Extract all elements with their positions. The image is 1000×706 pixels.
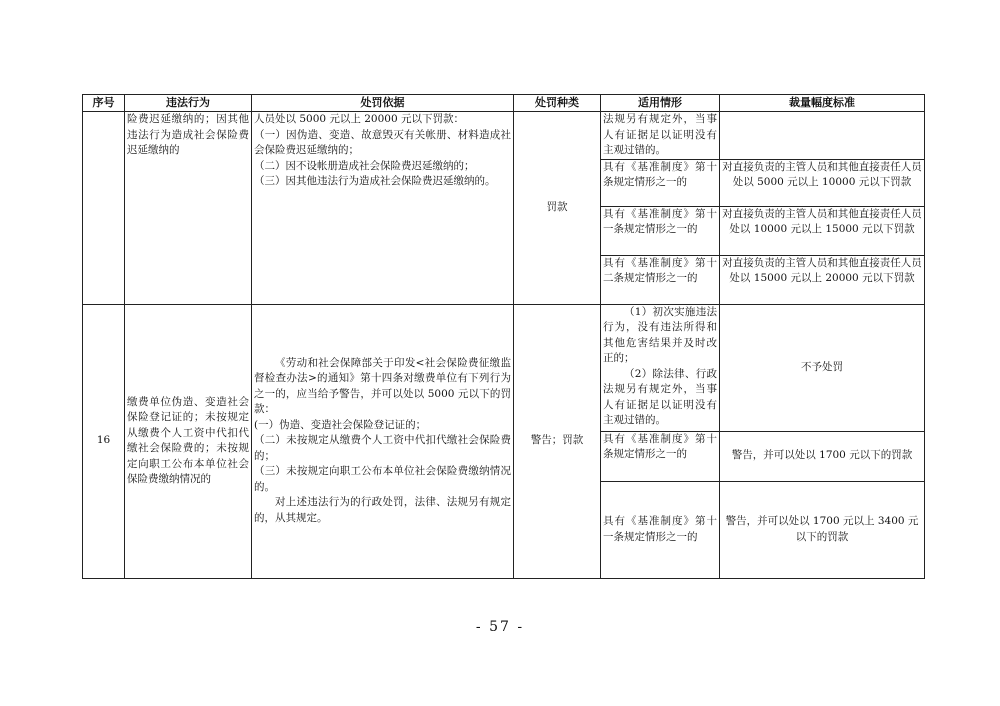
row-b-case-standard: 警告，并可以处以 1700 元以下的罚款: [720, 431, 925, 481]
table-row: [83, 304, 925, 431]
header-seq: 序号: [83, 95, 125, 112]
row-a-basis-line: （一）因伪造、变造、故意毁灭有关帐册、材料造成社会保险费迟延缴纳的；: [254, 128, 511, 156]
row-b-basis-item: （二）未按规定从缴费个人工资中代扣代缴社会保险费的；: [254, 434, 511, 462]
row-a-case-standard: [720, 112, 925, 160]
row-b-case-situation: [601, 304, 720, 431]
row-b-basis-item: (一）伪造、变造社会保险登记证的；: [254, 418, 427, 431]
row-a-violation: 险费迟延缴纳的；因其他违法行为造成社会保险费迟延缴纳的: [125, 112, 252, 305]
row-a-case-standard: 对直接负责的主管人员和其他直接责任人员处以 10000 元以上 15000 元以下罚款: [720, 206, 925, 255]
row-a-case-standard: 对直接负责的主管人员和其他直接责任人员处以 5000 元以上 10000 元以下罚款: [720, 159, 925, 206]
row-a-basis-line: （二）因不设帐册造成社会保险费迟延缴纳的；: [254, 159, 475, 172]
row-a-penalty-type: 罚款: [514, 112, 601, 305]
header-standard: 裁量幅度标准: [720, 95, 925, 112]
header-penalty-type: 处罚种类: [514, 95, 601, 112]
row-b-seq: 16: [83, 304, 125, 578]
row-a-basis-line: （三）因其他违法行为造成社会保险费迟延缴纳的。: [254, 175, 496, 187]
row-a-case-situation: 法规另有规定外，当事人有证据足以证明没有主观过错的。: [601, 112, 720, 160]
row-b-case-standard: 警告，并可以处以 1700 元以上 3400 元以下的罚款: [720, 481, 925, 578]
header-basis: 处罚依据: [252, 95, 514, 112]
row-a-basis: [252, 112, 514, 305]
row-b-case-standard: 不予处罚: [720, 304, 925, 431]
row-a-case-standard: 对直接负责的主管人员和其他直接责任人员处以 15000 元以上 20000 元以下罚款: [720, 255, 925, 304]
row-b-case-item: （1）初次实施违法行为，没有违法所得和其他危害结果并及时改正的；: [603, 305, 717, 364]
row-b-penalty-type: 警告；罚款: [514, 304, 601, 578]
row-b-case-item: （2）除法律、行政法规另有规定外，当事人有证据足以证明没有主观过错的。: [603, 367, 717, 426]
row-b-case-situation: 具有《基准制度》第十条规定情形之一的: [601, 431, 720, 481]
table-header-row: [83, 95, 925, 112]
row-a-case-situation: 具有《基准制度》第十二条规定情形之一的: [601, 255, 720, 304]
header-situation: 适用情形: [601, 95, 720, 112]
row-b-case-situation: 具有《基准制度》第十一条规定情形之一的: [601, 481, 720, 578]
row-a-seq: [83, 112, 125, 305]
row-b-basis-item: （三）未按规定向职工公布本单位社会保险费缴纳情况的。: [254, 465, 511, 493]
row-b-basis: [252, 304, 514, 578]
page-number: - 57 -: [475, 619, 525, 635]
row-b-basis-intro: 《劳动和社会保障部关于印发<社会保险费征缴监督检查办法>的通知》第十四条对缴费单位有下列行为之一的，应当给予警告，并可以处以 5000 元以下的罚款：: [254, 356, 511, 416]
penalty-table: [82, 94, 925, 579]
row-a-case-situation: 具有《基准制度》第十条规定情形之一的: [601, 159, 720, 206]
header-violation: 违法行为: [125, 95, 252, 112]
row-a-basis-line: 人员处以 5000 元以上 20000 元以下罚款：: [254, 113, 464, 125]
row-a-case-situation: 具有《基准制度》第十一条规定情形之一的: [601, 206, 720, 255]
row-b-basis-outro: 对上述违法行为的行政处罚，法律、法规另有规定的，从其规定。: [254, 496, 511, 524]
table-row: [83, 112, 925, 160]
row-b-violation: 缴费单位伪造、变造社会保险登记证的；未按规定从缴费个人工资中代扣代缴社会保险费的；未按规定向职工公布本单位社会保险费缴纳情况的: [125, 304, 252, 578]
